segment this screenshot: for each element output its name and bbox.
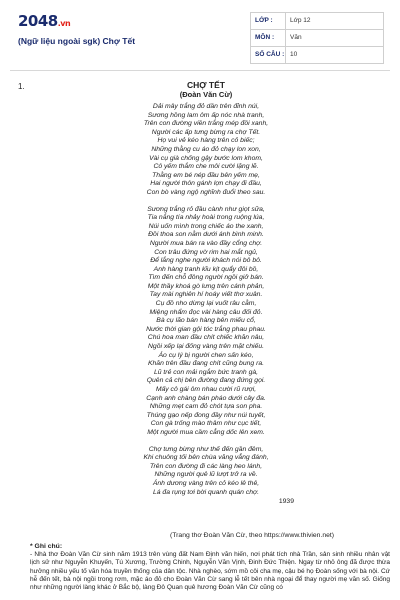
- poem-line: Họ vui vẻ kéo hàng trên cỏ biếc;: [157, 137, 255, 145]
- poem-line: Thúng gạo nếp đong đầy như núi tuyết,: [146, 411, 266, 419]
- poem-line: Lá đa rụng tơi bời quanh quán chợ.: [152, 488, 260, 496]
- notes-section: [30, 542, 390, 592]
- meta-value: Lớp 12: [290, 17, 311, 24]
- poem-line: Anh hàng tranh kĩu kịt quẩy đôi bồ,: [153, 265, 259, 273]
- question-number: 1.: [18, 82, 25, 91]
- poem-line: Trên con đường viền trắng mép đồi xanh,: [143, 120, 269, 128]
- page-header: [0, 0, 400, 70]
- poem-line: Thằng em bé nép đầu bên yếm mẹ,: [152, 171, 260, 179]
- meta-label: SỐ CÂU :: [251, 47, 286, 63]
- poem-source: (Trang thơ Đoàn Văn Cừ, theo https://www.thivien.net): [170, 532, 335, 539]
- poem-line: Để lắng nghe người khách nói bô bô.: [150, 257, 262, 265]
- poem-line: Sương hồng lam ôm ấp nóc nhà tranh,: [147, 111, 265, 119]
- poem-line: Những thằng cu áo đỏ chạy lon xon,: [151, 145, 261, 153]
- poem-line: Mấy cô gái ôm nhau cười rũ rượi,: [155, 386, 257, 393]
- poem-title: CHỢ TẾT: [187, 80, 225, 90]
- poem-line: Tia nắng tía nhảy hoài trong ruộng lúa,: [147, 214, 265, 222]
- logo-text: 2048: [18, 12, 58, 30]
- poem-body: [100, 103, 312, 497]
- poem-line: Cạnh anh chàng bán pháo dưới cây đa.: [146, 394, 266, 402]
- meta-value: 10: [290, 51, 298, 58]
- meta-label: LỚP :: [251, 13, 286, 29]
- page-subtitle: (Ngữ liệu ngoài sgk) Chợ Tết: [18, 36, 136, 46]
- meta-table: [250, 12, 384, 64]
- poem-line: Người các ấp tưng bừng ra chợ Tết.: [151, 128, 261, 136]
- poem-line: Khi chuông tối bên chùa văng vẳng đánh,: [143, 454, 269, 462]
- poem-line: Sương trắng rỏ đầu cành như giọt sữa,: [147, 205, 265, 213]
- poem-line: Chú hoa man đầu chít chiếc khăn nâu,: [147, 334, 265, 342]
- notes-text: - Nhà thơ Đoàn Văn Cừ sinh năm 1913 trên vùng đất Nam Định văn hiến, nơi phát tích nhà Trần, sản sinh nhiều nhân vật lịch sử như Nguyễn Khuyến, Tú Xương, Trường Chinh, Nguyễn Văn Vịnh, Đinh Đức Thiện. Ngay từ nhỏ ông đã được thừa hưởng nhiều yếu tố văn hóa truyền thống của dân tộc. Nhà nghèo, sớm mồ côi cha mẹ, cậu bé họ Đoàn sống với bà nội. Cứ hễ đến tết, bà nội ngồi trong rơm, mặc áo đỏ cho Đoàn Văn Cừ sang lễ tết bên nhà ngoại để thay người mẹ văn số. Giống như những người làng khác ở Bắc bộ, làng Đô Quan quê hương Đoàn Văn Cừ cũng có: [30, 551, 390, 592]
- poem-line: Cụ đồ nho dừng lại vuốt râu cằm,: [155, 300, 257, 308]
- site-logo[interactable]: [18, 12, 70, 30]
- poem-line: Tìm đến chỗ đông người ngồi giở bán.: [148, 274, 264, 282]
- meta-row-count: [251, 47, 383, 63]
- poem-line: Miệng nhẩm đọc vài hàng câu đối đỏ.: [149, 308, 263, 316]
- poem-year: 1939: [278, 498, 294, 506]
- meta-row-class: [251, 13, 383, 30]
- meta-label: MÔN :: [251, 30, 286, 46]
- notes-heading: * Ghi chú:: [30, 543, 63, 550]
- poem-line: Người mua bán ra vào đầy cổng chợ.: [149, 239, 263, 247]
- poem-line: Những mẹt cam đỏ chót tựa son pha.: [149, 403, 263, 411]
- poem-line: Vài cụ già chống gậy bước lom khom,: [149, 154, 263, 162]
- poem-line: Áo cụ lý bị người chen sấn kéo,: [158, 351, 254, 359]
- poem-line: Ngồi xếp lại đống vàng trên mặt chiếu.: [148, 343, 264, 351]
- poem-line: Cô yếm thắm che môi cười lặng lẽ.: [153, 163, 259, 171]
- poem-line: Quên cả chị bên đường đang đứng gọi.: [146, 377, 266, 385]
- poem-line: Con trâu đứng vờ rim hai mắt ngủ,: [154, 248, 258, 256]
- poem-line: Những người quê lũ lượt trở ra về.: [154, 471, 258, 479]
- logo-suffix: .vn: [57, 19, 71, 28]
- poem-line: Tay mài nghiên hí hoáy viết thơ xuân.: [149, 291, 263, 299]
- poem-line: Bà cụ lão bán hàng bên miếu cổ,: [156, 317, 256, 325]
- poem-line: Dải mây trắng đỏ dần trên đỉnh núi,: [152, 103, 260, 110]
- poem-line: Con bò vàng ngộ nghĩnh đuổi theo sau.: [146, 188, 266, 196]
- meta-row-subject: [251, 30, 383, 47]
- poem-line: Nước thời gian gội tóc trắng phau phau.: [146, 325, 266, 333]
- poem-stanza: [100, 206, 312, 438]
- poem-line: Hai người thôn gánh lợn chạy đi đầu,: [150, 180, 262, 188]
- poem-line: Đồi thoa son nằm dưới ánh bình minh.: [148, 231, 264, 239]
- poem-line: Núi uốn mình trong chiếc áo the xanh,: [148, 222, 264, 230]
- header-divider: [10, 70, 390, 71]
- poem-author: (Đoàn Văn Cừ): [179, 90, 233, 99]
- poem-line: Một người mua cầm cẳng dốc lên xem.: [147, 428, 265, 436]
- poem-line: Chợ tưng bừng như thế đến gần đêm,: [148, 445, 264, 453]
- poem-line: Một thầy khoá gò lưng trên cánh phản,: [147, 282, 265, 290]
- meta-value: Văn: [290, 34, 302, 41]
- poem-stanza: [100, 446, 312, 498]
- poem-stanza: [100, 103, 312, 198]
- poem-line: Trên con đường đi các làng heo lánh,: [149, 462, 263, 470]
- poem: [100, 80, 312, 507]
- poem-line: Ánh dương vàng trên cỏ kéo lê thê,: [152, 479, 260, 487]
- poem-line: Khăn trên đầu đang chít cũng bung ra.: [147, 360, 264, 368]
- poem-line: Lũ trẻ con mải ngắm bức tranh gà,: [153, 368, 259, 376]
- poem-line: Con gà trống mào thâm như cục tiết,: [150, 420, 262, 428]
